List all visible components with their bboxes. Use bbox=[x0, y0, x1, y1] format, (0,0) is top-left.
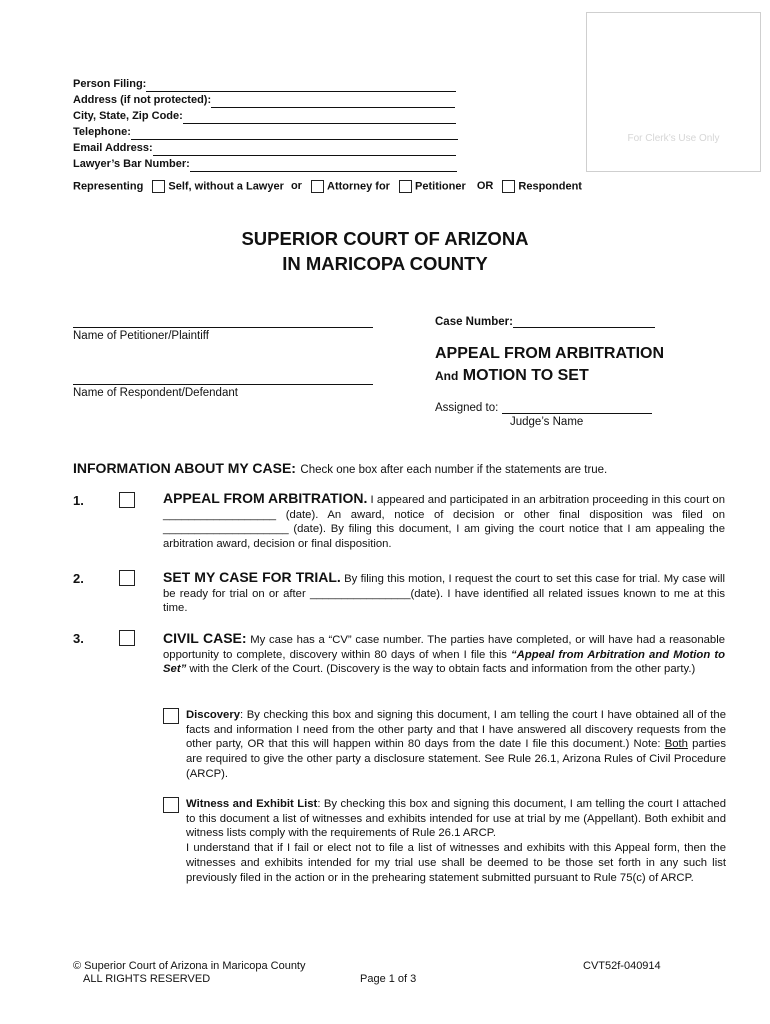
item1-rest: (date). By filing this document, I am giving the court notice that I am appealing the arbitration award, decision or final disposition. bbox=[163, 523, 725, 551]
item2-text bbox=[163, 570, 725, 616]
item1-date-blank1[interactable]: __________________ bbox=[163, 508, 277, 521]
case-number-input[interactable] bbox=[513, 315, 655, 328]
or-upper-label: OR bbox=[476, 180, 494, 193]
item2-title: SET MY CASE FOR TRIAL. bbox=[163, 569, 341, 585]
attorney-checkbox[interactable] bbox=[311, 180, 324, 193]
person-filing-row bbox=[73, 76, 456, 92]
petitioner-option-label: Petitioner bbox=[415, 180, 466, 193]
court-title-line1: SUPERIOR COURT OF ARIZONA bbox=[241, 228, 529, 249]
respondent-name-line[interactable] bbox=[73, 384, 373, 385]
footer-copyright-block bbox=[73, 960, 306, 986]
petitioner-label: Name of Petitioner/Plaintiff bbox=[73, 330, 209, 342]
representing-label: Representing bbox=[73, 180, 144, 193]
item1-court-on: court on bbox=[684, 494, 725, 506]
clerk-use-box bbox=[586, 12, 761, 172]
item2-number: 2. bbox=[73, 571, 84, 586]
court-title bbox=[0, 226, 770, 276]
assigned-row bbox=[435, 401, 652, 414]
case-title-line2 bbox=[435, 367, 589, 385]
witness-text2: I understand that if I fail or elect not to file a list of witnesses and exhibits with this Appeal form, then the witnesses and exhibits intended for my trial use shall be deemed to be those set forth in any such list previously filed in the action or in the prehearing statement submitted pursuant to Rule 75(c) of ARCP. bbox=[186, 842, 726, 884]
email-label: Email Address: bbox=[73, 142, 153, 154]
telephone-input[interactable] bbox=[131, 127, 458, 140]
petitioner-checkbox[interactable] bbox=[399, 180, 412, 193]
attorney-option-label: Attorney for bbox=[327, 180, 390, 193]
address-label: Address (if not protected): bbox=[73, 94, 212, 106]
item1-date-blank2[interactable]: ____________________ bbox=[163, 523, 289, 536]
assigned-label: Assigned to: bbox=[435, 402, 499, 414]
witness-text1: : By checking this box and signing this document, I am telling the court I attached to this document a list of witnesses and exhibits intended for use at trial by me (Appellant). Both exhibit and witness lists comply with the requirements of Rule 26.1 ARCP. bbox=[186, 798, 726, 840]
item3-lead: My case has a “CV” case number. The parties have completed, or will have had a reasonable opportunity to complete, discovery within 80 days of when I file this bbox=[163, 634, 725, 661]
address-input[interactable] bbox=[211, 95, 455, 108]
telephone-label: Telephone: bbox=[73, 126, 131, 138]
person-filing-input[interactable] bbox=[146, 79, 456, 92]
respondent-option-label: Respondent bbox=[518, 180, 582, 193]
discovery-both: Both bbox=[664, 738, 688, 751]
bar-number-row bbox=[73, 156, 457, 172]
case-number-row bbox=[435, 315, 655, 328]
footer-rights: ALL RIGHTS RESERVED bbox=[83, 973, 211, 985]
city-state-zip-input[interactable] bbox=[183, 111, 456, 124]
item2-date-blank[interactable]: ________________ bbox=[309, 587, 411, 600]
item1-checkbox[interactable] bbox=[119, 492, 135, 508]
info-heading: INFORMATION ABOUT MY CASE: bbox=[73, 460, 296, 476]
item2-checkbox[interactable] bbox=[119, 570, 135, 586]
item3-text bbox=[163, 631, 725, 677]
case-title-line1: APPEAL FROM ARBITRATION bbox=[435, 345, 665, 362]
bar-number-label: Lawyer’s Bar Number: bbox=[73, 158, 190, 170]
self-option-label: Self, without a Lawyer bbox=[168, 180, 284, 193]
case-number-label: Case Number: bbox=[435, 316, 513, 328]
case-title-motion: MOTION TO SET bbox=[462, 367, 589, 384]
city-state-zip-label: City, State, Zip Code: bbox=[73, 110, 183, 122]
respondent-label: Name of Respondent/Defendant bbox=[73, 387, 238, 399]
discovery-text2: parties are required to give the other party a disclosure statement. See Rule 26.1, Arizona Rules of Civil Procedure (ARCP). bbox=[186, 738, 726, 780]
witness-checkbox[interactable] bbox=[163, 797, 179, 813]
representing-row bbox=[73, 180, 582, 193]
discovery-text bbox=[186, 708, 726, 782]
person-filing-label: Person Filing: bbox=[73, 78, 147, 90]
item1-number: 1. bbox=[73, 493, 84, 508]
item3-rest: with the Clerk of the Court. (Discovery is the way to obtain facts and information from the other party.) bbox=[189, 663, 696, 676]
item2-lead: By filing this motion, I request the court to set this case for trial. My case will be ready for trial on or after bbox=[163, 573, 725, 600]
email-row bbox=[73, 140, 456, 156]
court-title-line2: IN MARICOPA COUNTY bbox=[282, 253, 488, 274]
discovery-checkbox[interactable] bbox=[163, 708, 179, 724]
address-row bbox=[73, 92, 455, 108]
footer-copyright: © Superior Court of Arizona in Maricopa County bbox=[73, 960, 306, 972]
judge-name-input[interactable] bbox=[502, 401, 652, 414]
item1-title: APPEAL FROM ARBITRATION. bbox=[163, 490, 368, 506]
footer-page: Page 1 of 3 bbox=[360, 973, 417, 985]
judge-name-label: Judge’s Name bbox=[510, 416, 584, 428]
email-input[interactable] bbox=[153, 143, 456, 156]
item1-text bbox=[163, 491, 725, 552]
petitioner-name-line[interactable] bbox=[73, 327, 373, 328]
clerk-use-label: For Clerk’s Use Only bbox=[627, 133, 720, 144]
item1-mid: (date). An award, notice of decision or other final disposition was bbox=[285, 508, 673, 521]
footer-form-code: CVT52f-040914 bbox=[583, 960, 661, 972]
or-label: or bbox=[290, 180, 302, 193]
item1-filed-on: filed on bbox=[682, 508, 726, 521]
item3-number: 3. bbox=[73, 631, 84, 646]
witness-title: Witness and Exhibit List bbox=[186, 798, 318, 810]
discovery-title: Discovery bbox=[186, 709, 241, 721]
item2-rest: (date). I have identified all related issues known to me at this time. bbox=[163, 587, 726, 615]
city-state-zip-row bbox=[73, 108, 456, 124]
info-heading-row bbox=[73, 460, 607, 478]
case-title-and: And bbox=[435, 369, 459, 383]
item3-quote: “Appeal from Arbitration and Motion to Set” bbox=[163, 648, 725, 676]
bar-number-input[interactable] bbox=[190, 159, 457, 172]
item3-checkbox[interactable] bbox=[119, 630, 135, 646]
discovery-text1: : By checking this box and signing this document, I am telling the court I have obtained all of the facts and information I need from the other party and that I have answered all discovery requests from the other party, OR that this will happen within 80 days from the date I file this document.) Note: bbox=[186, 709, 726, 751]
witness-text bbox=[186, 797, 726, 885]
respondent-checkbox[interactable] bbox=[502, 180, 515, 193]
item1-lead: I appeared and participated in an arbitration proceeding in this bbox=[370, 494, 681, 506]
item3-title: CIVIL CASE: bbox=[163, 630, 247, 646]
self-checkbox[interactable] bbox=[152, 180, 165, 193]
info-instruction: Check one box after each number if the statements are true. bbox=[300, 464, 608, 476]
telephone-row bbox=[73, 124, 458, 140]
